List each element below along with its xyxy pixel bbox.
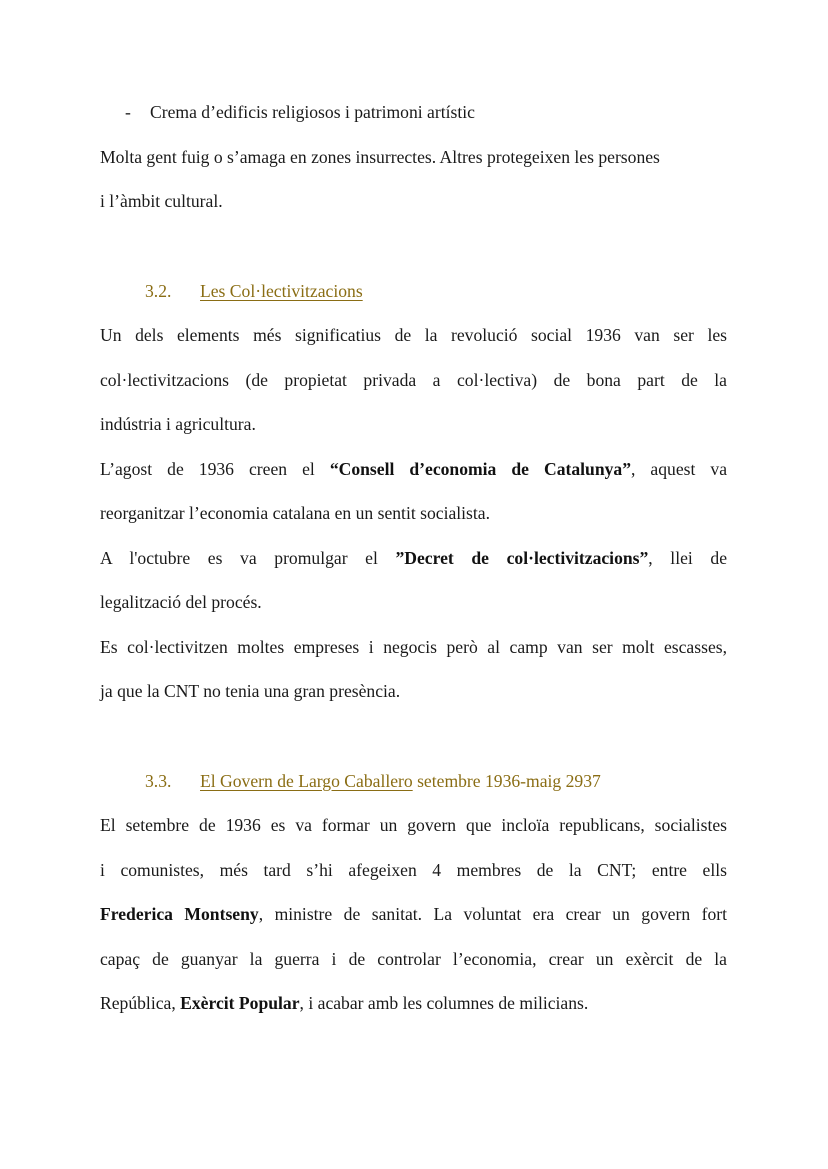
document-page (100, 97, 727, 1033)
section-subtitle: setembre 1936-maig 2937 (412, 770, 601, 791)
paragraph-1-line-1: Molta gent fuig o s’amaga en zones insurrectes. Altres protegeixen les persones (100, 146, 660, 167)
paragraph-6-line-5 (100, 988, 727, 1033)
paragraph-2 (100, 320, 727, 454)
section-title-link[interactable]: El Govern de Largo Caballero (200, 770, 413, 791)
paragraph-6 (100, 810, 727, 1033)
bullet-text: Crema d’edificis religiosos i patrimoni artístic (150, 102, 475, 122)
spacer (100, 721, 727, 766)
bold-term-consell: “Consell d’economia de Catalunya” (329, 458, 631, 479)
section-heading-3-2 (100, 276, 727, 321)
paragraph-1 (100, 142, 727, 231)
paragraph-6-line-3 (100, 899, 727, 944)
paragraph-2-line-1: Un dels elements més significatius de la revolució social 1936 van ser les (100, 325, 727, 345)
text-run: L’agost de 1936 creen el (100, 458, 330, 479)
bold-term-decret: ”Decret de col·lectivitzacions” (395, 547, 649, 568)
text-run: República, (100, 993, 181, 1013)
paragraph-3-line-1 (100, 454, 727, 499)
spacer (100, 231, 727, 276)
bullet-dash: - (125, 102, 131, 122)
section-heading-3-3 (100, 766, 727, 811)
paragraph-1-line-2: i l’àmbit cultural. (100, 191, 223, 211)
paragraph-5-line-1: Es col·lectivitzen moltes empreses i negocis però al camp van ser molt escasses, (100, 636, 727, 657)
section-title-link[interactable]: Les Col·lectivitzacions (200, 280, 363, 301)
text-run: A l'octubre es va promulgar el (100, 547, 396, 568)
paragraph-2-line-3: indústria i agricultura. (100, 414, 256, 434)
bullet-item (100, 97, 727, 142)
bold-name-montseny: Frederica Montseny (100, 904, 259, 924)
paragraph-3-line-2: reorganitzar l’economia catalana en un sentit socialista. (100, 503, 490, 523)
section-number: 3.2. (145, 280, 172, 301)
paragraph-4 (100, 543, 727, 632)
paragraph-4-line-2: legalització del procés. (100, 592, 262, 612)
paragraph-4-line-1 (100, 543, 727, 588)
paragraph-3 (100, 454, 727, 543)
paragraph-2-line-2: col·lectivitzacions (de propietat privada a col·lectiva) de bona part de la (100, 369, 727, 390)
text-run: , aquest va (631, 458, 727, 479)
text-run: , llei de (648, 547, 728, 568)
paragraph-6-line-2: i comunistes, més tard s’hi afegeixen 4 membres de la CNT; entre ells (100, 859, 727, 880)
paragraph-6-line-1: El setembre de 1936 es va formar un govern que incloïa republicans, socialistes (100, 815, 727, 835)
paragraph-6-line-4: capaç de guanyar la guerra i de controlar l’economia, crear un exèrcit de la (100, 948, 727, 969)
section-number: 3.3. (145, 770, 172, 791)
text-run: , i acabar amb les columnes de milicians. (299, 993, 589, 1013)
paragraph-5-line-2: ja que la CNT no tenia una gran presència. (100, 681, 401, 701)
bold-term-exercit: Exèrcit Popular (180, 993, 300, 1013)
paragraph-5 (100, 632, 727, 721)
text-run: , ministre de sanitat. La voluntat era crear un govern fort (258, 904, 727, 924)
